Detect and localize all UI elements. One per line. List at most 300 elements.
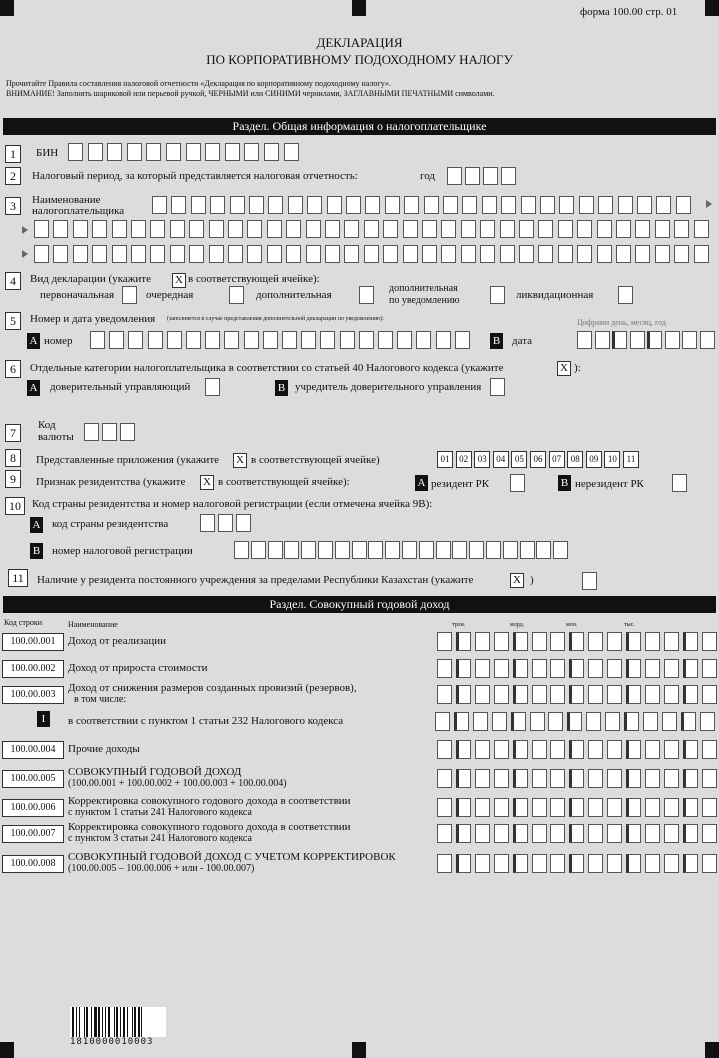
bin-cell[interactable] xyxy=(244,143,259,161)
notice-date-cell[interactable] xyxy=(577,331,592,349)
amount-cell[interactable] xyxy=(548,712,563,731)
amount-cell[interactable] xyxy=(456,824,471,843)
name-cell[interactable] xyxy=(597,245,612,263)
year-cell[interactable] xyxy=(447,167,462,185)
amount-cell[interactable] xyxy=(626,659,641,678)
notice-date-cell[interactable] xyxy=(612,331,627,349)
country-cell[interactable] xyxy=(236,514,251,532)
appendix-checkbox[interactable]: 03 xyxy=(474,451,490,468)
name-cell[interactable] xyxy=(189,220,204,238)
name-cell[interactable] xyxy=(209,245,224,263)
bin-cell[interactable] xyxy=(146,143,161,161)
name-cell[interactable] xyxy=(461,220,476,238)
registration-cell[interactable] xyxy=(301,541,316,559)
name-cell[interactable] xyxy=(422,220,437,238)
name-cell[interactable] xyxy=(577,245,592,263)
amount-cell[interactable] xyxy=(437,824,452,843)
amount-cell[interactable] xyxy=(532,798,547,817)
notice-number-cell[interactable] xyxy=(244,331,259,349)
amount-cell[interactable] xyxy=(437,854,452,873)
amount-cell[interactable] xyxy=(513,824,528,843)
appendix-checkbox[interactable]: 06 xyxy=(530,451,546,468)
amount-cell[interactable] xyxy=(645,740,660,759)
amount-cell[interactable] xyxy=(513,769,528,788)
amount-cell[interactable] xyxy=(683,685,698,704)
amount-cell[interactable] xyxy=(494,798,509,817)
name-cell[interactable] xyxy=(228,220,243,238)
amount-cell[interactable] xyxy=(607,769,622,788)
amount-cell[interactable] xyxy=(513,740,528,759)
checkbox-founder[interactable] xyxy=(490,378,505,396)
name-cell[interactable] xyxy=(249,196,264,214)
name-cell[interactable] xyxy=(480,220,495,238)
amount-cell[interactable] xyxy=(494,740,509,759)
name-cell[interactable] xyxy=(73,245,88,263)
name-cell[interactable] xyxy=(655,220,670,238)
name-cell[interactable] xyxy=(344,220,359,238)
name-cell[interactable] xyxy=(635,220,650,238)
appendix-checkbox[interactable]: 07 xyxy=(549,451,565,468)
name-cell[interactable] xyxy=(656,196,671,214)
name-cell[interactable] xyxy=(306,245,321,263)
name-cell[interactable] xyxy=(268,196,283,214)
name-cell[interactable] xyxy=(538,245,553,263)
name-cell[interactable] xyxy=(482,196,497,214)
name-cell[interactable] xyxy=(635,245,650,263)
notice-number-cell[interactable] xyxy=(301,331,316,349)
name-cell[interactable] xyxy=(267,245,282,263)
checkbox-resident[interactable] xyxy=(510,474,525,492)
notice-number-cell[interactable] xyxy=(455,331,470,349)
amount-cell[interactable] xyxy=(626,685,641,704)
name-cell[interactable] xyxy=(327,196,342,214)
name-cell[interactable] xyxy=(694,220,709,238)
registration-cell[interactable] xyxy=(520,541,535,559)
amount-cell[interactable] xyxy=(532,685,547,704)
bin-cell[interactable] xyxy=(88,143,103,161)
country-cell[interactable] xyxy=(218,514,233,532)
amount-cell[interactable] xyxy=(702,632,717,651)
name-cell[interactable] xyxy=(441,245,456,263)
name-cell[interactable] xyxy=(597,220,612,238)
amount-cell[interactable] xyxy=(492,712,507,731)
amount-cell[interactable] xyxy=(664,824,679,843)
registration-cell[interactable] xyxy=(284,541,299,559)
bin-cell[interactable] xyxy=(68,143,83,161)
name-cell[interactable] xyxy=(247,220,262,238)
name-cell[interactable] xyxy=(364,245,379,263)
amount-cell[interactable] xyxy=(643,712,658,731)
registration-cell[interactable] xyxy=(368,541,383,559)
name-cell[interactable] xyxy=(230,196,245,214)
bin-cell[interactable] xyxy=(107,143,122,161)
amount-cell[interactable] xyxy=(456,659,471,678)
name-cell[interactable] xyxy=(540,196,555,214)
bin-cell[interactable] xyxy=(284,143,299,161)
amount-cell[interactable] xyxy=(605,712,620,731)
notice-number-cell[interactable] xyxy=(436,331,451,349)
appendix-checkbox[interactable]: 11 xyxy=(623,451,639,468)
amount-cell[interactable] xyxy=(664,854,679,873)
name-cell[interactable] xyxy=(501,196,516,214)
checkbox-regular[interactable] xyxy=(229,286,244,304)
name-cell[interactable] xyxy=(521,196,536,214)
notice-date-cell[interactable] xyxy=(630,331,645,349)
notice-number-cell[interactable] xyxy=(416,331,431,349)
name-cell[interactable] xyxy=(92,220,107,238)
amount-cell[interactable] xyxy=(683,854,698,873)
amount-cell[interactable] xyxy=(532,769,547,788)
notice-number-cell[interactable] xyxy=(320,331,335,349)
name-cell[interactable] xyxy=(579,196,594,214)
amount-cell[interactable] xyxy=(437,740,452,759)
amount-cell[interactable] xyxy=(475,659,490,678)
registration-cell[interactable] xyxy=(436,541,451,559)
name-cell[interactable] xyxy=(674,220,689,238)
amount-cell[interactable] xyxy=(569,769,584,788)
name-cell[interactable] xyxy=(558,245,573,263)
notice-number-cell[interactable] xyxy=(167,331,182,349)
amount-cell[interactable] xyxy=(645,854,660,873)
notice-number-cell[interactable] xyxy=(148,331,163,349)
notice-number-cell[interactable] xyxy=(186,331,201,349)
amount-cell[interactable] xyxy=(607,824,622,843)
name-cell[interactable] xyxy=(655,245,670,263)
name-cell[interactable] xyxy=(424,196,439,214)
amount-cell[interactable] xyxy=(475,798,490,817)
amount-cell[interactable] xyxy=(532,854,547,873)
currency-cell[interactable] xyxy=(120,423,135,441)
name-cell[interactable] xyxy=(461,245,476,263)
appendix-checkbox[interactable]: 02 xyxy=(456,451,472,468)
amount-cell[interactable] xyxy=(475,854,490,873)
amount-cell[interactable] xyxy=(454,712,469,731)
amount-cell[interactable] xyxy=(588,685,603,704)
name-cell[interactable] xyxy=(307,196,322,214)
amount-cell[interactable] xyxy=(437,769,452,788)
registration-cell[interactable] xyxy=(553,541,568,559)
amount-cell[interactable] xyxy=(626,740,641,759)
name-cell[interactable] xyxy=(152,196,167,214)
checkbox-additional-notice[interactable] xyxy=(490,286,505,304)
notice-number-cell[interactable] xyxy=(378,331,393,349)
year-cell[interactable] xyxy=(465,167,480,185)
amount-cell[interactable] xyxy=(645,769,660,788)
appendix-checkbox[interactable]: 10 xyxy=(604,451,620,468)
name-cell[interactable] xyxy=(150,220,165,238)
amount-cell[interactable] xyxy=(567,712,582,731)
amount-cell[interactable] xyxy=(569,798,584,817)
amount-cell[interactable] xyxy=(588,740,603,759)
amount-cell[interactable] xyxy=(588,659,603,678)
amount-cell[interactable] xyxy=(702,740,717,759)
amount-cell[interactable] xyxy=(645,659,660,678)
amount-cell[interactable] xyxy=(435,712,450,731)
registration-cell[interactable] xyxy=(452,541,467,559)
amount-cell[interactable] xyxy=(513,798,528,817)
amount-cell[interactable] xyxy=(664,685,679,704)
amount-cell[interactable] xyxy=(456,854,471,873)
name-cell[interactable] xyxy=(462,196,477,214)
bin-cell[interactable] xyxy=(186,143,201,161)
name-cell[interactable] xyxy=(267,220,282,238)
bin-cell[interactable] xyxy=(264,143,279,161)
name-cell[interactable] xyxy=(306,220,321,238)
amount-cell[interactable] xyxy=(437,659,452,678)
amount-cell[interactable] xyxy=(683,740,698,759)
amount-cell[interactable] xyxy=(626,854,641,873)
amount-cell[interactable] xyxy=(588,632,603,651)
amount-cell[interactable] xyxy=(494,824,509,843)
name-cell[interactable] xyxy=(538,220,553,238)
name-cell[interactable] xyxy=(500,220,515,238)
amount-cell[interactable] xyxy=(513,685,528,704)
amount-cell[interactable] xyxy=(494,854,509,873)
amount-cell[interactable] xyxy=(607,632,622,651)
notice-number-cell[interactable] xyxy=(224,331,239,349)
amount-cell[interactable] xyxy=(456,685,471,704)
name-cell[interactable] xyxy=(170,245,185,263)
amount-cell[interactable] xyxy=(569,854,584,873)
amount-cell[interactable] xyxy=(550,769,565,788)
bin-cell[interactable] xyxy=(225,143,240,161)
notice-number-cell[interactable] xyxy=(282,331,297,349)
name-cell[interactable] xyxy=(519,245,534,263)
country-cell[interactable] xyxy=(200,514,215,532)
amount-cell[interactable] xyxy=(550,854,565,873)
notice-number-cell[interactable] xyxy=(397,331,412,349)
amount-cell[interactable] xyxy=(437,685,452,704)
appendix-checkbox[interactable]: 09 xyxy=(586,451,602,468)
amount-cell[interactable] xyxy=(664,769,679,788)
amount-cell[interactable] xyxy=(569,632,584,651)
notice-number-cell[interactable] xyxy=(359,331,374,349)
amount-cell[interactable] xyxy=(437,798,452,817)
bin-cell[interactable] xyxy=(205,143,220,161)
name-cell[interactable] xyxy=(170,220,185,238)
name-cell[interactable] xyxy=(131,220,146,238)
amount-cell[interactable] xyxy=(683,632,698,651)
notice-number-cell[interactable] xyxy=(205,331,220,349)
appendix-checkbox[interactable]: 08 xyxy=(567,451,583,468)
amount-cell[interactable] xyxy=(550,824,565,843)
amount-cell[interactable] xyxy=(569,740,584,759)
amount-cell[interactable] xyxy=(607,854,622,873)
notice-date-cell[interactable] xyxy=(665,331,680,349)
amount-cell[interactable] xyxy=(607,685,622,704)
amount-cell[interactable] xyxy=(550,685,565,704)
name-cell[interactable] xyxy=(131,245,146,263)
name-cell[interactable] xyxy=(519,220,534,238)
name-cell[interactable] xyxy=(598,196,613,214)
name-cell[interactable] xyxy=(422,245,437,263)
name-cell[interactable] xyxy=(228,245,243,263)
amount-cell[interactable] xyxy=(513,854,528,873)
amount-cell[interactable] xyxy=(550,740,565,759)
name-cell[interactable] xyxy=(34,245,49,263)
bin-cell[interactable] xyxy=(166,143,181,161)
notice-number-cell[interactable] xyxy=(340,331,355,349)
registration-cell[interactable] xyxy=(469,541,484,559)
registration-cell[interactable] xyxy=(419,541,434,559)
amount-cell[interactable] xyxy=(681,712,696,731)
amount-cell[interactable] xyxy=(456,740,471,759)
checkbox-initial[interactable] xyxy=(122,286,137,304)
bin-cell[interactable] xyxy=(127,143,142,161)
registration-cell[interactable] xyxy=(402,541,417,559)
name-cell[interactable] xyxy=(365,196,380,214)
amount-cell[interactable] xyxy=(702,769,717,788)
name-cell[interactable] xyxy=(674,245,689,263)
notice-number-cell[interactable] xyxy=(263,331,278,349)
name-cell[interactable] xyxy=(383,220,398,238)
amount-cell[interactable] xyxy=(569,659,584,678)
appendix-checkbox[interactable]: 04 xyxy=(493,451,509,468)
amount-cell[interactable] xyxy=(626,824,641,843)
name-cell[interactable] xyxy=(403,245,418,263)
amount-cell[interactable] xyxy=(645,798,660,817)
registration-cell[interactable] xyxy=(536,541,551,559)
amount-cell[interactable] xyxy=(664,659,679,678)
name-cell[interactable] xyxy=(441,220,456,238)
name-cell[interactable] xyxy=(403,220,418,238)
name-cell[interactable] xyxy=(616,220,631,238)
checkbox-nonresident[interactable] xyxy=(672,474,687,492)
name-cell[interactable] xyxy=(112,245,127,263)
amount-cell[interactable] xyxy=(532,632,547,651)
name-cell[interactable] xyxy=(112,220,127,238)
amount-cell[interactable] xyxy=(683,824,698,843)
name-cell[interactable] xyxy=(385,196,400,214)
name-cell[interactable] xyxy=(73,220,88,238)
name-cell[interactable] xyxy=(325,245,340,263)
name-cell[interactable] xyxy=(364,220,379,238)
name-cell[interactable] xyxy=(53,220,68,238)
amount-cell[interactable] xyxy=(569,685,584,704)
registration-cell[interactable] xyxy=(268,541,283,559)
amount-cell[interactable] xyxy=(530,712,545,731)
name-cell[interactable] xyxy=(191,196,206,214)
amount-cell[interactable] xyxy=(569,824,584,843)
amount-cell[interactable] xyxy=(626,798,641,817)
name-cell[interactable] xyxy=(443,196,458,214)
name-cell[interactable] xyxy=(559,196,574,214)
amount-cell[interactable] xyxy=(475,740,490,759)
name-cell[interactable] xyxy=(383,245,398,263)
name-cell[interactable] xyxy=(694,245,709,263)
appendix-checkbox[interactable]: 01 xyxy=(437,451,453,468)
amount-cell[interactable] xyxy=(607,659,622,678)
amount-cell[interactable] xyxy=(607,740,622,759)
name-cell[interactable] xyxy=(210,196,225,214)
amount-cell[interactable] xyxy=(513,659,528,678)
amount-cell[interactable] xyxy=(475,685,490,704)
name-cell[interactable] xyxy=(618,196,633,214)
registration-cell[interactable] xyxy=(251,541,266,559)
amount-cell[interactable] xyxy=(702,685,717,704)
name-cell[interactable] xyxy=(577,220,592,238)
name-cell[interactable] xyxy=(500,245,515,263)
registration-cell[interactable] xyxy=(503,541,518,559)
name-cell[interactable] xyxy=(346,196,361,214)
name-cell[interactable] xyxy=(480,245,495,263)
amount-cell[interactable] xyxy=(588,798,603,817)
checkbox-trustee[interactable] xyxy=(205,378,220,396)
amount-cell[interactable] xyxy=(586,712,601,731)
amount-cell[interactable] xyxy=(550,659,565,678)
amount-cell[interactable] xyxy=(683,659,698,678)
notice-date-cell[interactable] xyxy=(595,331,610,349)
amount-cell[interactable] xyxy=(664,632,679,651)
name-cell[interactable] xyxy=(209,220,224,238)
registration-cell[interactable] xyxy=(318,541,333,559)
amount-cell[interactable] xyxy=(532,740,547,759)
checkbox-liquidation[interactable] xyxy=(618,286,633,304)
amount-cell[interactable] xyxy=(626,632,641,651)
name-cell[interactable] xyxy=(92,245,107,263)
year-cell[interactable] xyxy=(501,167,516,185)
amount-cell[interactable] xyxy=(494,769,509,788)
name-cell[interactable] xyxy=(189,245,204,263)
currency-cell[interactable] xyxy=(102,423,117,441)
amount-cell[interactable] xyxy=(456,632,471,651)
amount-cell[interactable] xyxy=(645,632,660,651)
registration-cell[interactable] xyxy=(234,541,249,559)
name-cell[interactable] xyxy=(171,196,186,214)
amount-cell[interactable] xyxy=(700,712,715,731)
registration-cell[interactable] xyxy=(385,541,400,559)
name-cell[interactable] xyxy=(286,245,301,263)
amount-cell[interactable] xyxy=(683,798,698,817)
amount-cell[interactable] xyxy=(494,685,509,704)
amount-cell[interactable] xyxy=(532,659,547,678)
notice-number-cell[interactable] xyxy=(90,331,105,349)
appendix-checkbox[interactable]: 05 xyxy=(511,451,527,468)
amount-cell[interactable] xyxy=(473,712,488,731)
amount-cell[interactable] xyxy=(588,854,603,873)
name-cell[interactable] xyxy=(637,196,652,214)
name-cell[interactable] xyxy=(288,196,303,214)
name-cell[interactable] xyxy=(616,245,631,263)
amount-cell[interactable] xyxy=(662,712,677,731)
name-cell[interactable] xyxy=(247,245,262,263)
amount-cell[interactable] xyxy=(588,769,603,788)
year-cell[interactable] xyxy=(483,167,498,185)
notice-number-cell[interactable] xyxy=(128,331,143,349)
amount-cell[interactable] xyxy=(513,632,528,651)
amount-cell[interactable] xyxy=(511,712,526,731)
amount-cell[interactable] xyxy=(624,712,639,731)
amount-cell[interactable] xyxy=(645,824,660,843)
amount-cell[interactable] xyxy=(683,769,698,788)
checkbox-additional[interactable] xyxy=(359,286,374,304)
amount-cell[interactable] xyxy=(475,632,490,651)
amount-cell[interactable] xyxy=(702,659,717,678)
name-cell[interactable] xyxy=(676,196,691,214)
amount-cell[interactable] xyxy=(702,798,717,817)
amount-cell[interactable] xyxy=(550,798,565,817)
amount-cell[interactable] xyxy=(456,769,471,788)
amount-cell[interactable] xyxy=(494,659,509,678)
amount-cell[interactable] xyxy=(437,632,452,651)
amount-cell[interactable] xyxy=(475,824,490,843)
amount-cell[interactable] xyxy=(664,798,679,817)
name-cell[interactable] xyxy=(150,245,165,263)
amount-cell[interactable] xyxy=(550,632,565,651)
name-cell[interactable] xyxy=(558,220,573,238)
amount-cell[interactable] xyxy=(588,824,603,843)
name-cell[interactable] xyxy=(325,220,340,238)
